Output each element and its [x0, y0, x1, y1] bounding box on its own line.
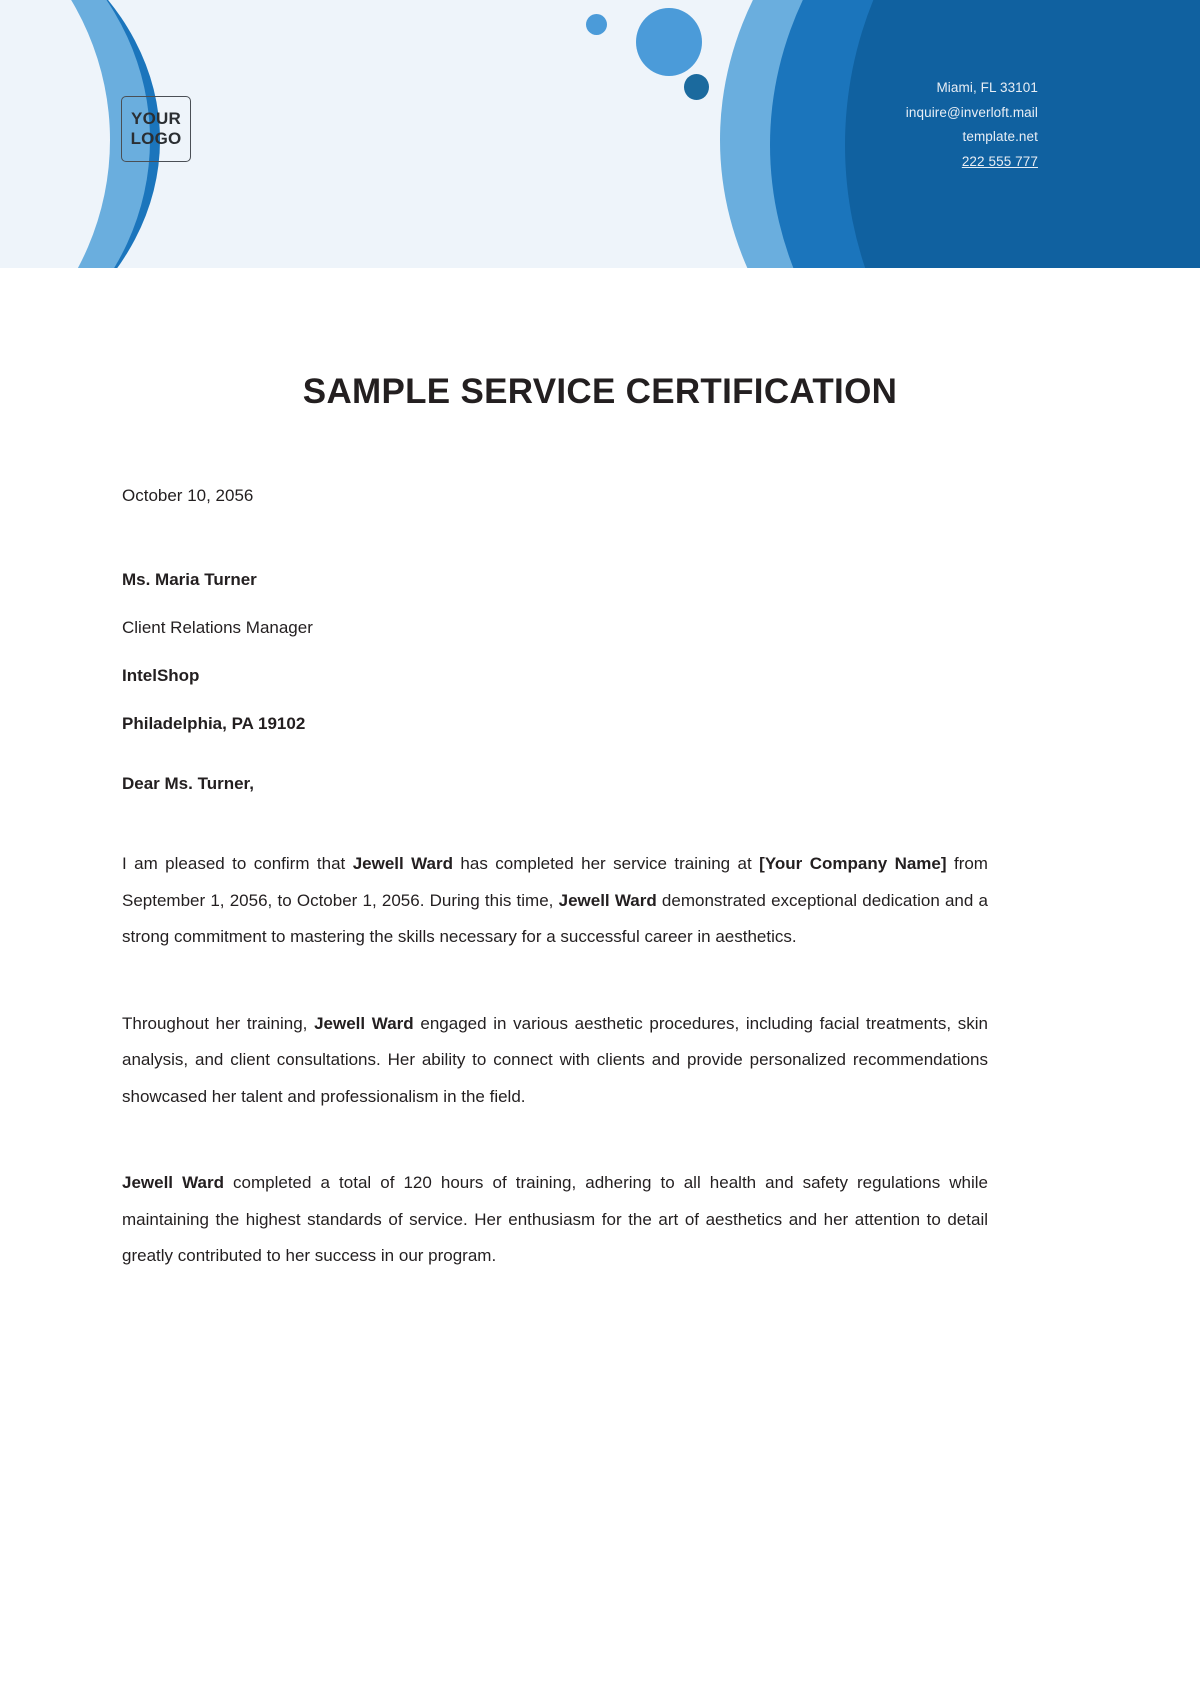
p1-bold-2: [Your Company Name] — [759, 854, 947, 873]
paragraph-2 — [122, 1006, 988, 1116]
p1-text-2: has completed her service training at — [453, 854, 760, 873]
contact-phone[interactable]: 222 555 777 — [961, 153, 1038, 169]
p2-bold-1: Jewell Ward — [314, 1013, 414, 1033]
p1-bold-3: Jewell Ward — [558, 890, 657, 910]
letter-date: October 10, 2056 — [122, 486, 254, 505]
p3-text-1: completed a total of 120 hours of training, adhering to all health and safety regulations while maintaining the highest standards of service. Her enthusiasm for the art of aesthetics and her attention to detail greatly contributed to her success in our program. — [122, 1173, 988, 1265]
recipient-name: Ms. Maria Turner — [122, 570, 257, 589]
contact-website[interactable]: template.net — [962, 129, 1038, 144]
logo-line-1: YOUR — [131, 109, 181, 128]
letter-body — [122, 484, 988, 1292]
logo-placeholder[interactable] — [121, 96, 191, 162]
p1-text-4: demonstrated exceptional dedication and a strong commitment to mastering the skills necessary for a successful career in aesthetics. — [122, 890, 988, 946]
recipient-block — [122, 568, 988, 736]
page-header — [0, 0, 1200, 268]
contact-block — [906, 76, 1038, 174]
p2-text-2: engaged in various aesthetic procedures, including facial treatments, skin analysis, and client consultations. Her ability to connect with clients and provide personalized recommendations showcased her talent and professionalism in the field. — [122, 1013, 988, 1106]
p3-bold-1: Jewell Ward — [122, 1173, 224, 1192]
p1-text-1: I am pleased to confirm that — [122, 854, 353, 873]
logo-line-2: LOGO — [130, 129, 182, 148]
p1-bold-1: Jewell Ward — [352, 854, 454, 873]
p2-text-1: Throughout her training, — [122, 1013, 315, 1033]
recipient-company: IntelShop — [122, 666, 200, 685]
recipient-job-title: Client Relations Manager — [122, 618, 313, 637]
page-title: SAMPLE SERVICE CERTIFICATION — [302, 372, 898, 411]
paragraph-1 — [122, 846, 988, 956]
contact-email[interactable]: inquire@inverloft.mail — [905, 104, 1038, 120]
contact-address: Miami, FL 33101 — [936, 80, 1038, 95]
p1-text-3: from September 1, 2056, to October 1, 2056. During this time, — [122, 854, 988, 910]
decorative-circle-small-light — [586, 14, 607, 35]
decorative-circle-small-dark — [684, 74, 709, 100]
paragraph-3 — [122, 1165, 988, 1275]
salutation: Dear Ms. Turner, — [122, 774, 254, 793]
recipient-location: Philadelphia, PA 19102 — [122, 714, 306, 733]
decorative-circle-large — [636, 8, 702, 76]
